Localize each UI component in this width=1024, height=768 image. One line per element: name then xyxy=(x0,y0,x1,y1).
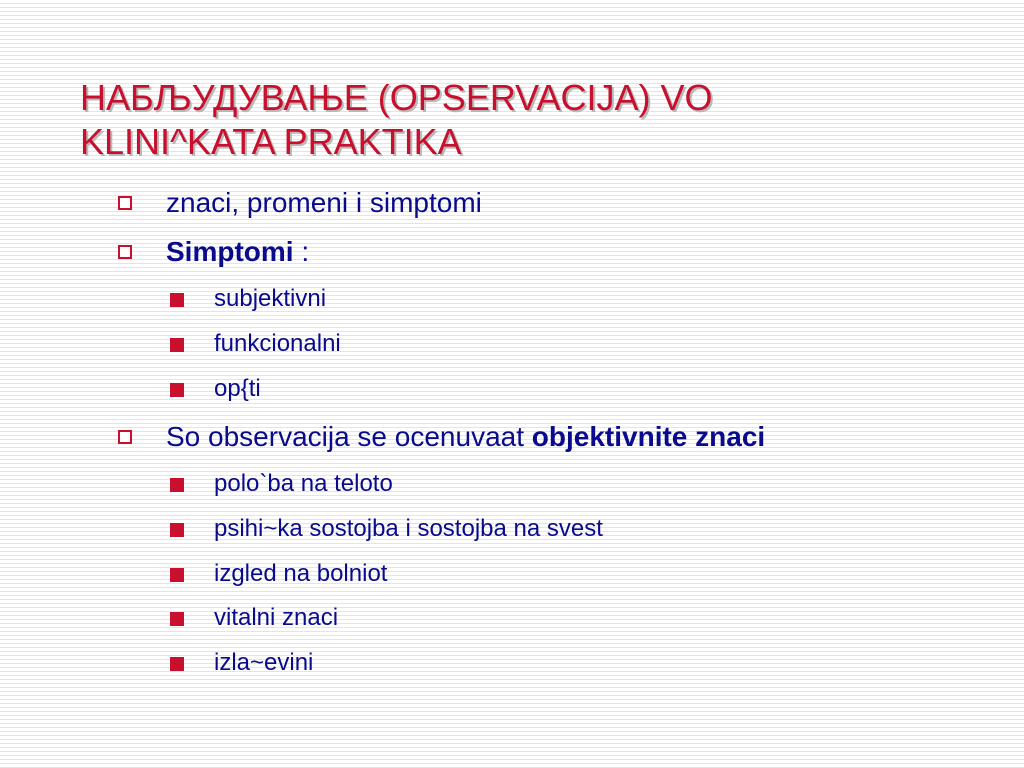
bullet-bold-text: objektivnite znaci xyxy=(531,421,766,452)
filled-square-bullet-icon xyxy=(170,293,184,307)
filled-square-bullet-icon xyxy=(170,568,184,582)
sub-bullet-text: polo`ba na teloto xyxy=(214,470,393,497)
bullet-plain-text: So observacija se ocenuvaat xyxy=(166,421,532,452)
sub-bullet-text: psihi~ka sostojba i sostojba na svest xyxy=(214,515,603,542)
filled-square-bullet-icon xyxy=(170,523,184,537)
filled-square-bullet-icon xyxy=(170,657,184,671)
sub-bullet-text: izgled na bolniot xyxy=(214,560,388,587)
bullet-rest-text: : xyxy=(293,236,310,267)
sub-bullet-text: vitalni znaci xyxy=(214,604,339,631)
bullet-text xyxy=(166,236,309,268)
sub-bullet-text: op{ti xyxy=(214,375,261,402)
filled-square-bullet-icon xyxy=(170,612,184,626)
filled-square-bullet-icon xyxy=(170,383,184,397)
title-line-2: KLINI^KATA PRAKTIKA xyxy=(80,121,462,162)
sub-bullet-text: izla~evini xyxy=(214,649,314,676)
sub-bullet-text: funkcionalni xyxy=(214,330,341,357)
hollow-square-bullet-icon xyxy=(118,196,132,210)
filled-square-bullet-icon xyxy=(170,338,184,352)
bullet-text xyxy=(166,421,765,453)
filled-square-bullet-icon xyxy=(170,478,184,492)
title-line-1: НАБЉУДУВАЊЕ (OPSERVACIJA) VO xyxy=(80,77,713,118)
hollow-square-bullet-icon xyxy=(118,245,132,259)
bullet-bold-text: Simptomi xyxy=(166,236,294,267)
sub-bullet-text: subjektivni xyxy=(214,285,327,312)
bullet-text: znaci, promeni i simptomi xyxy=(166,187,482,218)
hollow-square-bullet-icon xyxy=(118,430,132,444)
